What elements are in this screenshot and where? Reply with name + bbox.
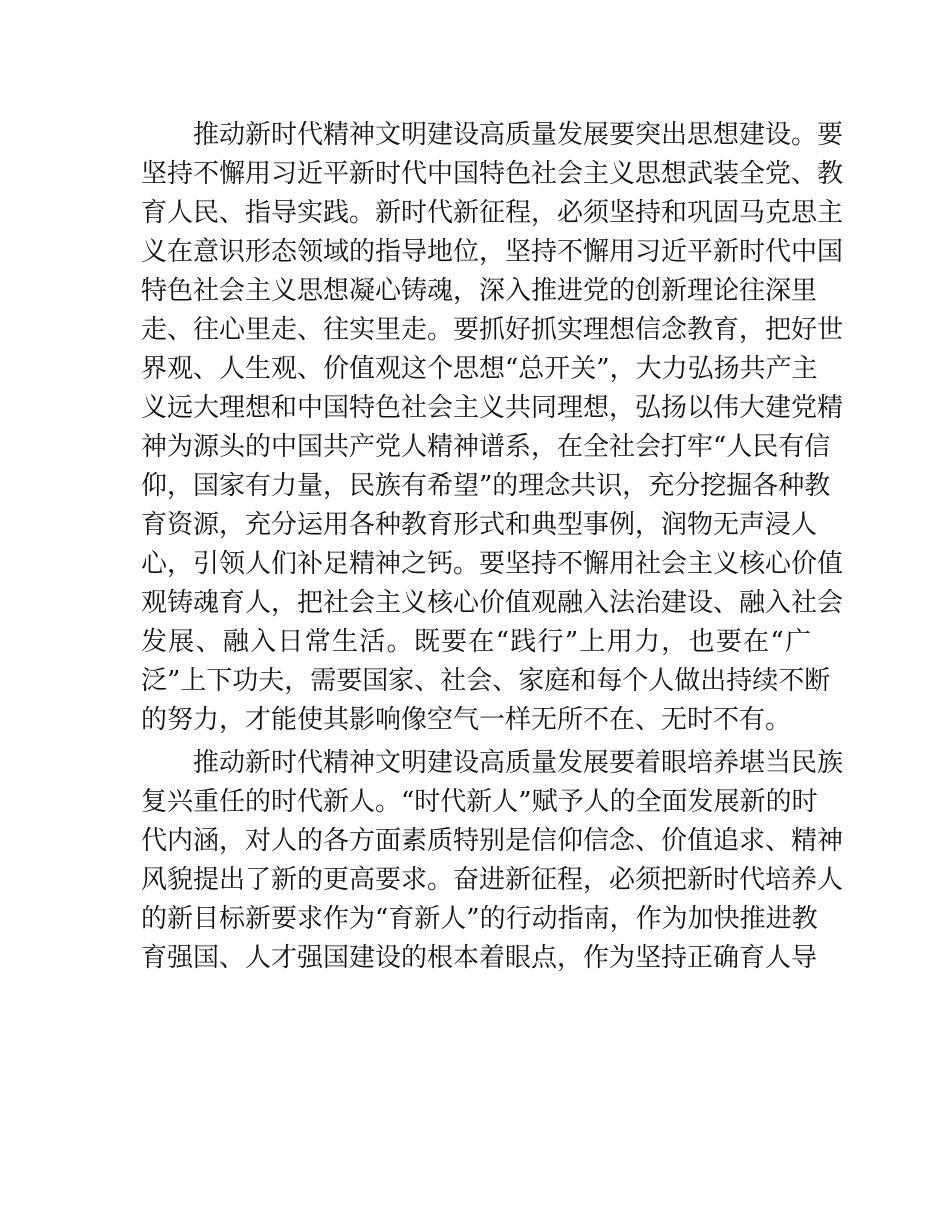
text-line: 复兴重任的时代新人。“时代新人”赋予人的全面发展新的时 xyxy=(141,787,818,817)
text-line: 风貌提出了新的更高要求。奋进新征程，必须把新时代培养人 xyxy=(141,865,844,895)
text-line: 的努力，才能使其影响像空气一样无所不在、无时不有。 xyxy=(141,705,792,735)
text-line: 界观、人生观、价值观这个思想“总开关”，大力弘扬共产主 xyxy=(141,354,818,384)
text-line: 义远大理想和中国特色社会主义共同理想，弘扬以伟大建党精 xyxy=(141,393,844,423)
text-line: 育强国、人才强国建设的根本着眼点，作为坚持正确育人导 xyxy=(141,943,818,973)
text-line: 育人民、指导实践。新时代新征程，必须坚持和巩固马克思主 xyxy=(141,198,844,228)
text-line: 的新目标新要求作为“育新人”的行动指南，作为加快推进教 xyxy=(141,904,818,934)
text-line: 推动新时代精神文明建设高质量发展要着眼培养堪当民族 xyxy=(193,748,844,778)
text-line: 泛”上下功夫，需要国家、社会、家庭和每个人做出持续不断 xyxy=(141,666,831,696)
text-line: 特色社会主义思想凝心铸魂，深入推进党的创新理论往深里 xyxy=(141,276,818,306)
text-line: 坚持不懈用习近平新时代中国特色社会主义思想武装全党、教 xyxy=(141,159,844,189)
text-line: 心，引领人们补足精神之钙。要坚持不懈用社会主义核心价值 xyxy=(141,549,844,579)
paragraph-1 xyxy=(141,116,844,740)
text-line: 育资源，充分运用各种教育形式和典型事例，润物无声浸人 xyxy=(141,510,818,540)
text-line: 义在意识形态领域的指导地位，坚持不懈用习近平新时代中国 xyxy=(141,237,844,267)
text-line: 走、往心里走、往实里走。要抓好抓实理想信念教育，把好世 xyxy=(141,315,844,345)
text-line: 神为源头的中国共产党人精神谱系，在全社会打牢“人民有信 xyxy=(141,432,831,462)
text-line: 代内涵，对人的各方面素质特别是信仰信念、价值追求、精神 xyxy=(141,826,844,856)
document-page xyxy=(141,116,844,982)
text-line: 仰，国家有力量，民族有希望”的理念共识，充分挖掘各种教 xyxy=(141,471,831,501)
text-line: 观铸魂育人，把社会主义核心价值观融入法治建设、融入社会 xyxy=(141,588,844,618)
text-line: 发展、融入日常生活。既要在“践行”上用力，也要在“广 xyxy=(141,627,811,657)
paragraph-2 xyxy=(141,744,844,978)
text-line: 推动新时代精神文明建设高质量发展要突出思想建设。要 xyxy=(193,120,844,150)
